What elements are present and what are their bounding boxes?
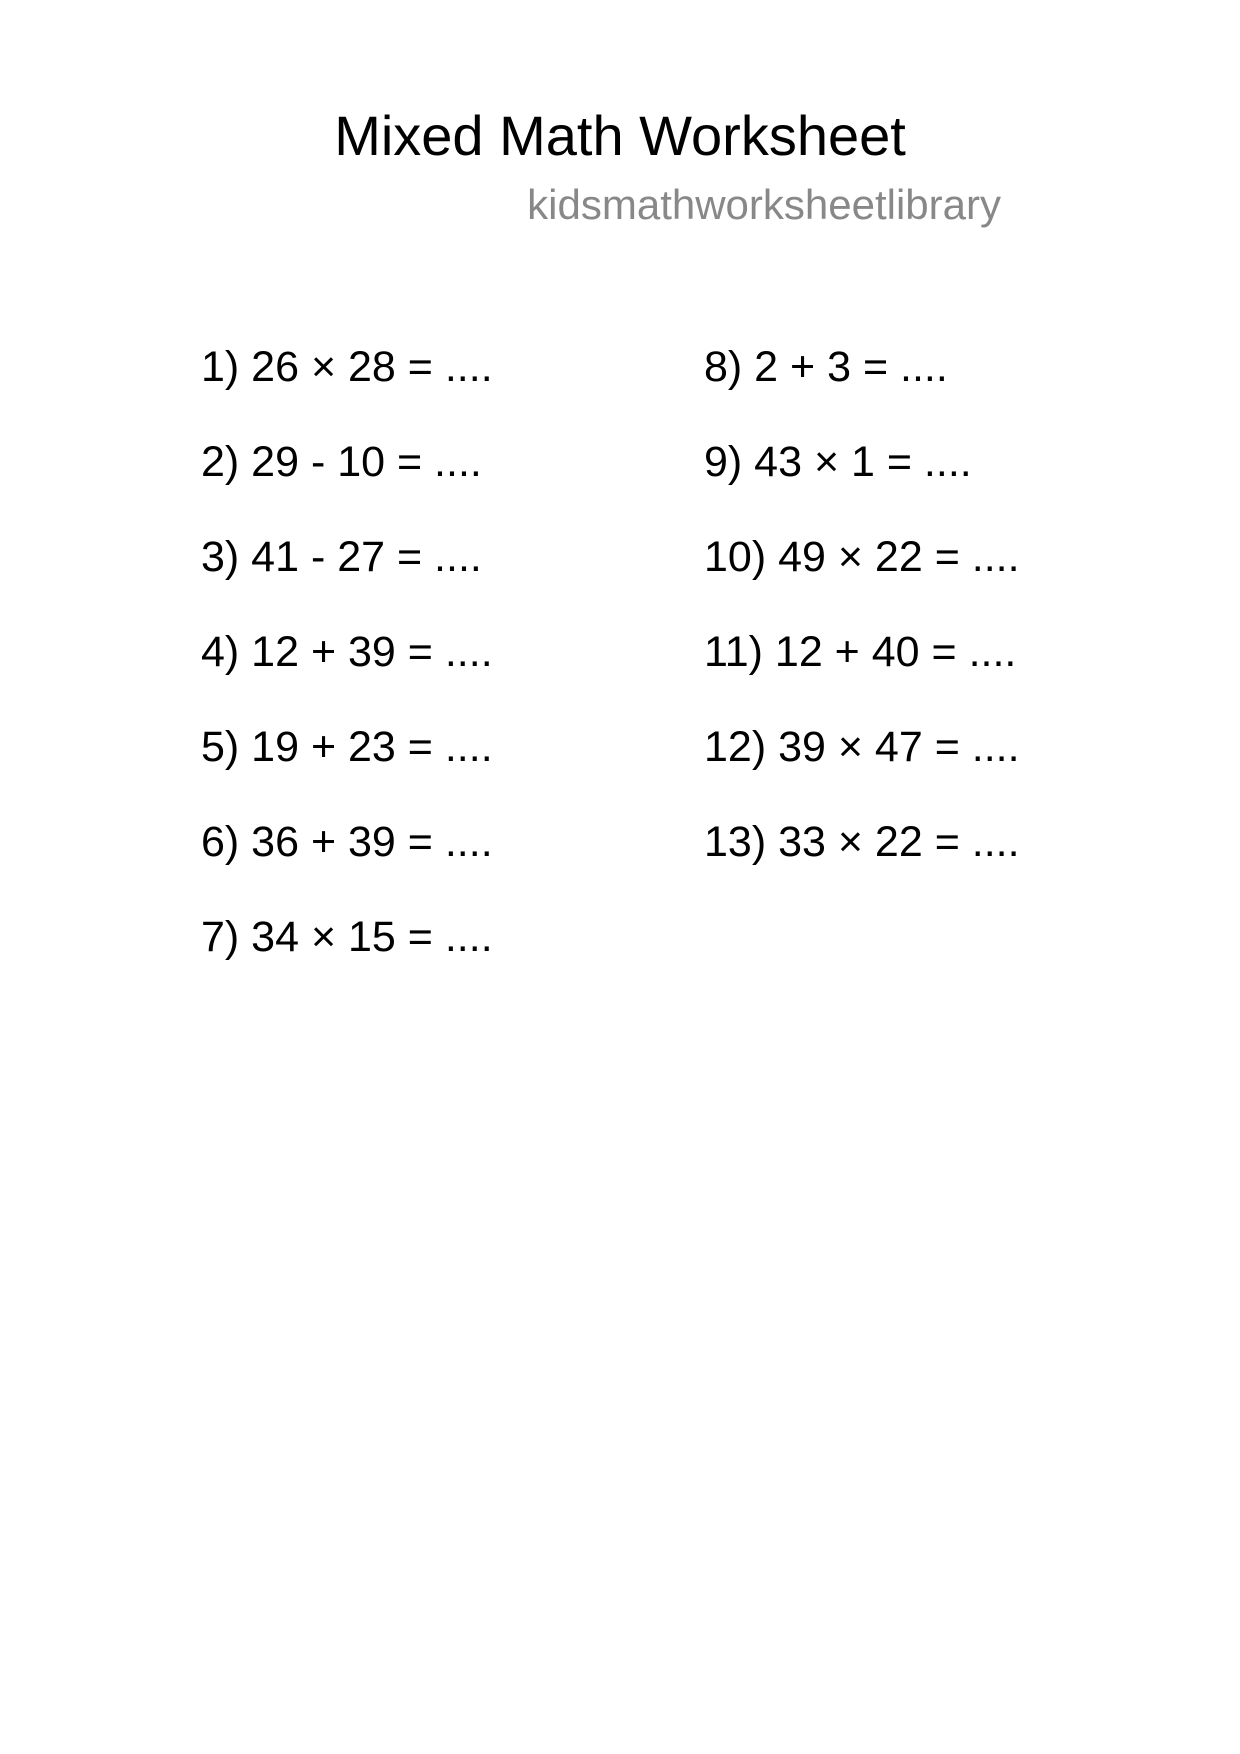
worksheet-title: Mixed Math Worksheet xyxy=(334,104,906,167)
problem-1: 1) 26 × 28 = .... xyxy=(201,343,493,391)
worksheet-source: kidsmathworksheetlibrary xyxy=(527,181,1001,228)
problem-13: 13) 33 × 22 = .... xyxy=(704,818,1020,866)
problem-2: 2) 29 - 10 = .... xyxy=(201,438,482,486)
problem-3: 3) 41 - 27 = .... xyxy=(201,533,482,581)
problem-7: 7) 34 × 15 = .... xyxy=(201,913,493,961)
problem-4: 4) 12 + 39 = .... xyxy=(201,628,493,676)
problem-6: 6) 36 + 39 = .... xyxy=(201,818,493,866)
problem-5: 5) 19 + 23 = .... xyxy=(201,723,493,771)
problem-12: 12) 39 × 47 = .... xyxy=(704,723,1020,771)
problem-9: 9) 43 × 1 = .... xyxy=(704,438,972,486)
problem-11: 11) 12 + 40 = .... xyxy=(704,628,1017,676)
problems-left-column xyxy=(201,342,493,1007)
problem-10: 10) 49 × 22 = .... xyxy=(704,533,1020,581)
problem-8: 8) 2 + 3 = .... xyxy=(704,343,948,391)
problems-right-column xyxy=(704,342,1020,912)
